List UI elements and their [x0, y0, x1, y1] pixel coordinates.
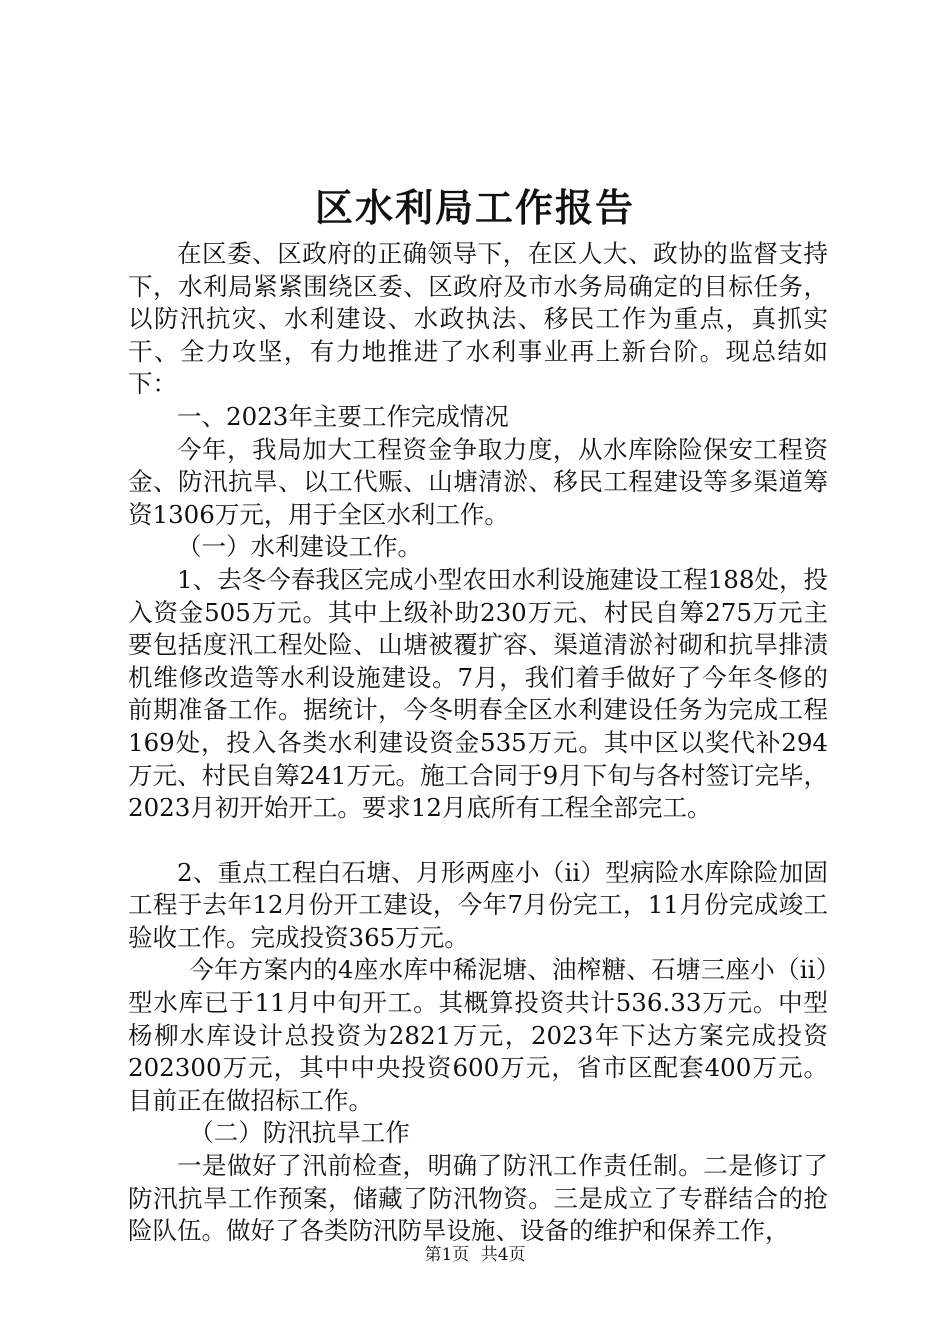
document-title: 区水利局工作报告	[314, 185, 635, 230]
page-number: 第1页	[424, 1245, 470, 1265]
reservoir-paragraph: 今年方案内的4座水库中稀泥塘、油榨糖、石塘三座小（ii）型水库已于11月中旬开工。其概算投资共计536.33万元。中型杨柳水库设计总投资为2821万元，2023年下达方案完成投资202300万元，其中中央投资600万元，省市区配套400万元。目前正在做招标工作。	[128, 955, 828, 1115]
subsection-heading-2: （二）防汛抗旱工作	[189, 1118, 410, 1148]
construction-paragraph-1: 1、去冬今春我区完成小型农田水利设施建设工程188处，投入资金505万元。其中上级补助230万元、村民自筹275万元主要包括度汛工程处险、山塘被覆扩容、渠道清淤衬砌和抗旱排渍机维修改造等水利设施建设。7月，我们着手做好了今年冬修的前期准备工作。据统计，今冬明春全区水利建设任务为完成工程169处，投入各类水利建设资金535万元。其中区以奖代补294万元、村民自筹241万元。施工合同于9月下旬与各村签订完毕，2023月初开始开工。要求12月底所有工程全部完工。	[128, 564, 828, 823]
document-body	[128, 238, 828, 1248]
page-footer	[0, 1243, 950, 1267]
funding-paragraph: 今年，我局加大工程资金争取力度，从水库除险保安工程资金、防汛抗旱、以工代赈、山塘清淤、移民工程建设等多渠道筹资1306万元，用于全区水利工作。	[128, 434, 828, 529]
section-heading-1: 一、2023年主要工作完成情况	[177, 401, 509, 431]
intro-paragraph: 在区委、区政府的正确领导下，在区人大、政协的监督支持下，水利局紧紧围绕区委、区政府及市水务局确定的目标任务，以防汛抗灾、水利建设、水政执法、移民工作为重点，真抓实干、全力攻坚，有力地推进了水利事业再上新台阶。现总结如下：	[128, 239, 828, 399]
construction-paragraph-2: 2、重点工程白石塘、月形两座小（ii）型病险水库除险加固工程于去年12月份开工建设，今年7月份完工，11月份完成竣工验收工作。完成投资365万元。	[128, 857, 828, 952]
subsection-heading-1: （一）水利建设工作。	[177, 532, 422, 562]
flood-control-paragraph: 一是做好了汛前检查，明确了防汛工作责任制。二是修订了防汛抗旱工作预案，储藏了防汛物资。三是成立了专群结合的抢险队伍。做好了各类防汛防旱设施、设备的维护和保养工作，	[128, 1151, 828, 1246]
page-total: 共4页	[480, 1245, 526, 1265]
